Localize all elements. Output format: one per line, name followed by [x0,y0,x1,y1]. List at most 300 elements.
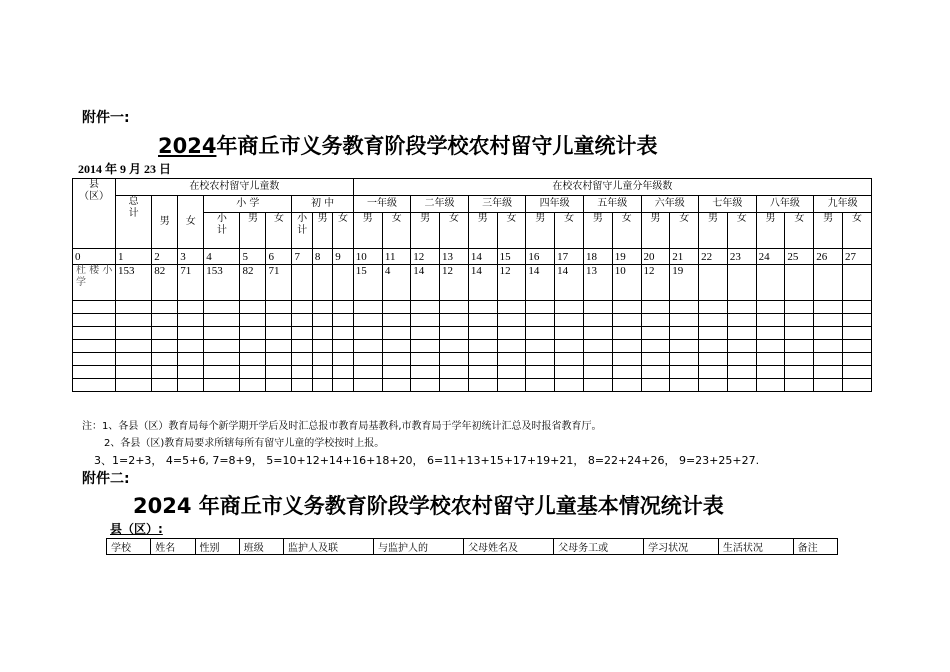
empty-row [73,327,872,340]
empty-cell [612,314,641,327]
empty-cell [641,353,670,366]
index-cell: 22 [699,249,728,265]
empty-cell [842,314,871,327]
empty-cell [440,366,469,379]
empty-cell [842,353,871,366]
empty-cell [440,327,469,340]
empty-cell [152,314,178,327]
index-cell: 17 [555,249,584,265]
empty-cell [411,327,440,340]
empty-cell [353,353,382,366]
basic-info-column-header: 与监护人的 [374,539,464,555]
empty-cell [116,301,152,314]
empty-cell [583,340,612,353]
data-cell: 71 [266,265,292,301]
empty-cell [756,366,785,379]
data-cell: 14 [555,265,584,301]
empty-cell [382,379,410,392]
empty-cell [116,340,152,353]
empty-cell [240,379,266,392]
data-cell: 13 [583,265,612,301]
male-header: 男 [583,213,612,249]
basic-info-column-header: 学习状况 [644,539,719,555]
empty-cell [204,366,240,379]
data-cell: 15 [353,265,382,301]
empty-cell [411,340,440,353]
empty-cell [699,340,728,353]
empty-cell [411,379,440,392]
stats-table [72,178,872,392]
index-cell: 6 [266,249,292,265]
empty-cell [814,327,843,340]
male-header: 男 [814,213,843,249]
data-cell [842,265,871,301]
male-header: 男 [756,213,785,249]
index-cell: 3 [178,249,204,265]
empty-cell [583,301,612,314]
empty-cell [116,379,152,392]
annex1-title-year: 2024 [158,134,217,158]
empty-cell [292,379,312,392]
total-header-line2: 计 [128,208,139,219]
data-cell: 14 [468,265,497,301]
empty-cell [353,366,382,379]
empty-cell [612,379,641,392]
annex2-county: 县（区）: [110,522,163,536]
empty-cell [670,314,699,327]
empty-cell [555,314,584,327]
empty-cell [292,366,312,379]
index-cell: 26 [814,249,843,265]
basic-info-column-header: 性别 [195,539,239,555]
grade-header: 二年级 [411,196,469,213]
empty-cell [178,327,204,340]
empty-cell [583,379,612,392]
empty-cell [116,327,152,340]
empty-cell [842,301,871,314]
index-cell: 8 [312,249,332,265]
empty-cell [292,314,312,327]
female-header: 女 [612,213,641,249]
empty-cell [382,301,410,314]
empty-row [73,340,872,353]
annex1-date: 2014 年 9 月 23 日 [78,162,172,176]
index-cell: 25 [785,249,814,265]
empty-cell [583,327,612,340]
empty-cell [583,314,612,327]
note-1: 注：1、各县（区）教育局每个新学期开学后及时汇总报市教育局基教科,市教育局于学年初统计汇总及时报省教育厅。 [82,421,602,432]
empty-cell [756,314,785,327]
empty-cell [785,366,814,379]
data-cell: 12 [497,265,526,301]
empty-cell [555,379,584,392]
empty-cell [699,301,728,314]
empty-cell [468,327,497,340]
data-cell [699,265,728,301]
empty-cell [178,366,204,379]
school-name-cell: 杜 楼 小学 [73,265,116,301]
empty-cell [116,314,152,327]
empty-cell [411,301,440,314]
empty-cell [756,340,785,353]
empty-cell [440,301,469,314]
basic-info-header-row [107,539,838,555]
empty-cell [555,353,584,366]
empty-cell [526,314,555,327]
empty-cell [204,327,240,340]
empty-cell [670,366,699,379]
empty-cell [814,301,843,314]
empty-cell [411,314,440,327]
empty-cell [266,366,292,379]
total-male-header: 男 [152,196,178,249]
county-header-line2: （区） [79,191,109,202]
empty-cell [440,379,469,392]
empty-row [73,366,872,379]
empty-cell [266,301,292,314]
empty-cell [266,314,292,327]
empty-cell [670,301,699,314]
empty-cell [312,314,332,327]
index-cell: 23 [727,249,756,265]
empty-cell [814,379,843,392]
empty-cell [382,366,410,379]
empty-cell [526,379,555,392]
index-cell: 12 [411,249,440,265]
empty-cell [641,314,670,327]
empty-cell [526,340,555,353]
data-cell: 4 [382,265,410,301]
female-header: 女 [497,213,526,249]
by-grade-header: 在校农村留守儿童分年级数 [353,179,871,196]
index-cell: 27 [842,249,871,265]
female-header: 女 [333,213,353,249]
basic-info-column-header: 备注 [793,539,837,555]
empty-cell [641,379,670,392]
data-cell: 71 [178,265,204,301]
empty-cell [555,340,584,353]
data-cell: 14 [411,265,440,301]
empty-cell [670,379,699,392]
grade-header: 六年级 [641,196,699,213]
empty-cell [353,379,382,392]
female-header: 女 [785,213,814,249]
empty-cell [814,353,843,366]
empty-cell [266,327,292,340]
empty-cell [382,353,410,366]
index-cell: 20 [641,249,670,265]
index-cell: 0 [73,249,116,265]
male-header: 男 [312,213,332,249]
empty-cell [312,379,332,392]
empty-cell [814,340,843,353]
data-cell: 153 [204,265,240,301]
empty-cell [785,353,814,366]
note-2: 2、各县（区)教育局要求所辖每所有留守儿童的学校按时上报。 [104,438,385,449]
index-cell: 21 [670,249,699,265]
empty-cell [292,353,312,366]
data-cell: 19 [670,265,699,301]
basic-info-column-header: 学校 [107,539,151,555]
empty-row [73,301,872,314]
empty-cell [583,366,612,379]
empty-cell [440,314,469,327]
female-header: 女 [266,213,292,249]
empty-cell [240,314,266,327]
junior-header: 初 中 [292,196,353,213]
subtotal-header-line1: 小 [216,213,227,224]
data-cell [785,265,814,301]
empty-cell [333,366,353,379]
empty-cell [785,314,814,327]
empty-cell [266,353,292,366]
index-cell: 19 [612,249,641,265]
grade-header: 七年级 [699,196,757,213]
empty-cell [526,301,555,314]
empty-cell [727,327,756,340]
grade-header: 五年级 [583,196,641,213]
male-header: 男 [699,213,728,249]
data-cell [814,265,843,301]
empty-cell [842,366,871,379]
empty-cell [353,327,382,340]
data-cell: 10 [612,265,641,301]
in-school-header: 在校农村留守儿童数 [116,179,354,196]
empty-cell [292,301,312,314]
empty-cell [178,379,204,392]
empty-cell [526,366,555,379]
index-cell: 18 [583,249,612,265]
data-cell: 82 [240,265,266,301]
empty-cell [612,327,641,340]
empty-cell [727,379,756,392]
empty-cell [353,314,382,327]
empty-cell [814,314,843,327]
empty-cell [497,379,526,392]
subtotal-header-line2: 计 [216,225,227,236]
empty-cell [312,301,332,314]
index-cell: 15 [497,249,526,265]
empty-cell [699,379,728,392]
empty-cell [382,314,410,327]
grade-header: 八年级 [756,196,814,213]
empty-cell [468,366,497,379]
empty-cell [312,340,332,353]
empty-cell [699,353,728,366]
empty-cell [440,340,469,353]
empty-cell [555,301,584,314]
basic-info-column-header: 生活状况 [718,539,793,555]
empty-cell [641,340,670,353]
empty-cell [152,366,178,379]
empty-cell [266,379,292,392]
empty-cell [612,353,641,366]
empty-cell [727,301,756,314]
empty-cell [333,301,353,314]
empty-cell [670,340,699,353]
empty-cell [699,314,728,327]
empty-cell [333,327,353,340]
empty-cell [641,366,670,379]
empty-cell [727,314,756,327]
empty-cell [612,301,641,314]
empty-cell [73,327,116,340]
empty-cell [333,353,353,366]
data-cell [292,265,312,301]
basic-info-column-header: 父母姓名及 [464,539,554,555]
empty-cell [240,366,266,379]
empty-cell [555,366,584,379]
male-header: 男 [526,213,555,249]
empty-cell [756,327,785,340]
county-header [73,179,116,249]
empty-row [73,353,872,366]
empty-cell [842,340,871,353]
empty-cell [785,340,814,353]
empty-cell [497,353,526,366]
empty-cell [204,353,240,366]
empty-cell [73,314,116,327]
empty-cell [312,327,332,340]
empty-cell [497,327,526,340]
index-cell: 4 [204,249,240,265]
male-header: 男 [353,213,382,249]
annex2-title: 2024 年商丘市义务教育阶段学校农村留守儿童基本情况统计表 [133,494,724,518]
empty-cell [526,327,555,340]
female-header: 女 [382,213,410,249]
empty-row [73,314,872,327]
empty-cell [468,301,497,314]
grade-header: 九年级 [814,196,872,213]
empty-cell [555,327,584,340]
annex1-title [158,130,657,160]
empty-cell [670,353,699,366]
empty-cell [116,353,152,366]
empty-cell [670,327,699,340]
empty-cell [333,340,353,353]
empty-cell [152,353,178,366]
empty-cell [204,314,240,327]
empty-cell [178,340,204,353]
grade-header: 三年级 [468,196,526,213]
empty-cell [73,340,116,353]
empty-cell [382,327,410,340]
index-cell: 7 [292,249,312,265]
empty-cell [292,340,312,353]
empty-cell [411,366,440,379]
empty-cell [152,327,178,340]
index-cell: 5 [240,249,266,265]
index-cell: 24 [756,249,785,265]
female-header: 女 [440,213,469,249]
grade-header: 四年级 [526,196,584,213]
data-cell: 14 [526,265,555,301]
empty-cell [116,366,152,379]
empty-cell [333,379,353,392]
male-header: 男 [411,213,440,249]
data-cell: 82 [152,265,178,301]
basic-info-table [106,538,838,555]
empty-cell [152,379,178,392]
subtotal-header [292,213,312,249]
empty-cell [526,353,555,366]
subtotal-header [204,213,240,249]
data-cell: 12 [641,265,670,301]
index-cell: 10 [353,249,382,265]
empty-cell [756,379,785,392]
empty-cell [240,340,266,353]
empty-cell [468,353,497,366]
subtotal-header-line1: 小 [297,213,308,224]
empty-cell [641,327,670,340]
empty-cell [178,353,204,366]
annex2-label: 附件二: [82,471,130,487]
empty-row [73,379,872,392]
female-header: 女 [727,213,756,249]
empty-cell [152,340,178,353]
data-cell [333,265,353,301]
empty-cell [240,301,266,314]
empty-cell [204,379,240,392]
empty-cell [699,327,728,340]
basic-info-column-header: 父母务工或 [554,539,644,555]
basic-info-column-header: 监护人及联 [284,539,374,555]
empty-cell [497,314,526,327]
empty-cell [727,340,756,353]
empty-cell [468,340,497,353]
empty-cell [842,327,871,340]
index-cell: 2 [152,249,178,265]
empty-cell [497,366,526,379]
data-cell [312,265,332,301]
empty-cell [411,353,440,366]
empty-cell [240,353,266,366]
empty-cell [266,340,292,353]
female-header: 女 [842,213,871,249]
female-header: 女 [670,213,699,249]
empty-cell [204,301,240,314]
empty-cell [497,301,526,314]
empty-cell [353,340,382,353]
empty-cell [240,327,266,340]
county-header-line1: 县 [89,179,99,190]
data-cell: 153 [116,265,152,301]
empty-cell [178,301,204,314]
empty-cell [440,353,469,366]
empty-cell [312,366,332,379]
total-header-line1: 总 [128,196,139,207]
empty-cell [842,379,871,392]
basic-info-column-header: 姓名 [151,539,195,555]
empty-cell [727,353,756,366]
female-header: 女 [555,213,584,249]
empty-cell [178,314,204,327]
empty-cell [73,353,116,366]
data-cell [756,265,785,301]
empty-cell [468,379,497,392]
empty-cell [814,366,843,379]
empty-cell [785,327,814,340]
index-cell: 14 [468,249,497,265]
empty-cell [756,301,785,314]
basic-info-column-header: 班级 [239,539,283,555]
index-cell: 11 [382,249,410,265]
grade-header: 一年级 [353,196,411,213]
empty-cell [152,301,178,314]
data-cell [727,265,756,301]
annex1-title-text: 年商丘市义务教育阶段学校农村留守儿童统计表 [216,134,658,158]
primary-header: 小 学 [204,196,292,213]
